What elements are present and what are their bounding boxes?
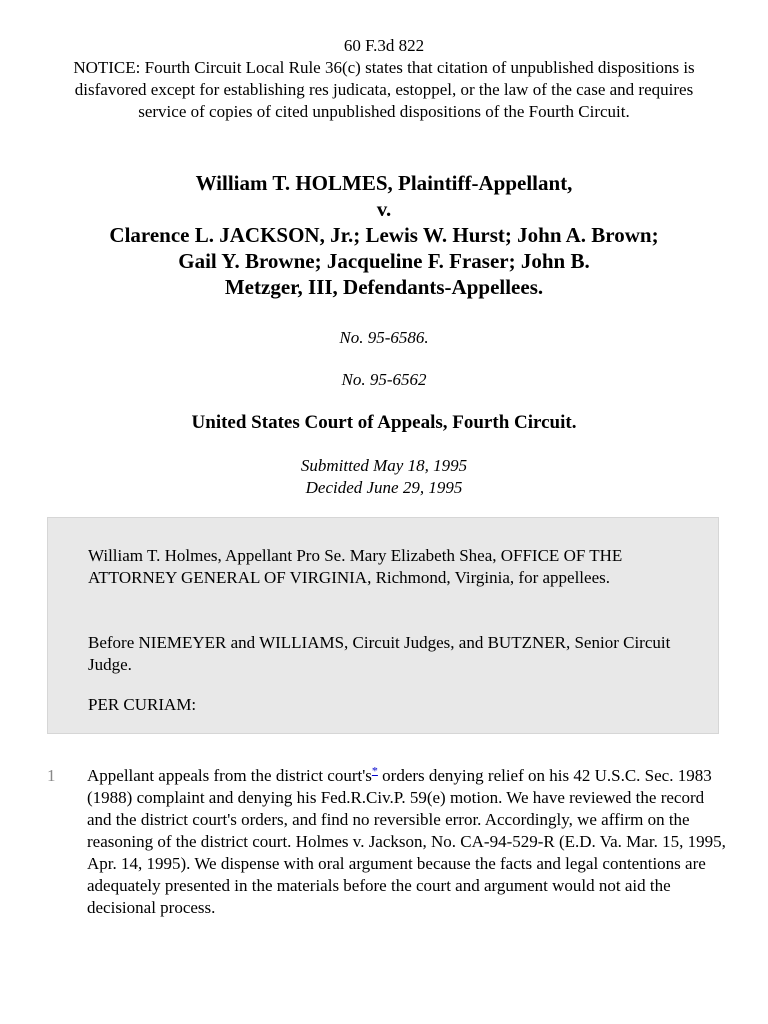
plaintiff-line: William T. HOLMES, Plaintiff-Appellant,: [195, 171, 573, 195]
counsel-paragraph: William T. Holmes, Appellant Pro Se. Mary Elizabeth Shea, OFFICE OF THE ATTORNEY GENERAL OF VIRGINIA, Richmond, Virginia, for appellees.: [88, 546, 623, 587]
paragraph-number: 1: [47, 766, 56, 785]
unpublished-notice: NOTICE: Fourth Circuit Local Rule 36(c) states that citation of unpublished dispositions is disfavored except for establishing res judicata, estoppel, or the law of the case and requires service of copies of cited unpublished dispositions of the Fourth Circuit.: [73, 58, 695, 121]
decided-date: Decided June 29, 1995: [305, 478, 463, 497]
docket-number-2: No. 95-6562: [341, 370, 427, 389]
defendants-line-3: Metzger, III, Defendants-Appellees.: [224, 275, 544, 299]
opinion-text-start: Appellant appeals from the district court's: [87, 766, 372, 785]
defendants-line-1: Clarence L. JACKSON, Jr.; Lewis W. Hurst; John A. Brown;: [109, 223, 659, 247]
opinion-paragraph: [87, 765, 727, 919]
case-caption: [30, 170, 738, 300]
docket-number-1: No. 95-6586.: [339, 328, 429, 347]
per-curiam-label: PER CURIAM:: [88, 695, 197, 714]
opinion-text-rest: orders denying relief on his 42 U.S.C. Sec. 1983 (1988) complaint and denying his Fed.R.Civ.P. 59(e) motion. We have reviewed the record and the district court's orders, and find no reversible error. Accordingly, we affirm on the reasoning of the district court. Holmes v. Jackson, No. CA-94-529-R (E.D. Va. Mar. 15, 1995, Apr. 14, 1995). We dispense with oral argument because the facts and legal contentions are adequately presented in the materials before the court and argument would not aid the decisional process.: [87, 766, 726, 917]
panel-paragraph: Before NIEMEYER and WILLIAMS, Circuit Judges, and BUTZNER, Senior Circuit Judge.: [88, 633, 671, 674]
versus-line: v.: [376, 197, 392, 221]
case-dates: [0, 455, 768, 499]
defendants-line-2: Gail Y. Browne; Jacqueline F. Fraser; John B.: [178, 249, 590, 273]
reporter-citation: 60 F.3d 822: [343, 36, 425, 55]
submitted-date: Submitted May 18, 1995: [300, 456, 468, 475]
footnote-link[interactable]: *: [371, 763, 378, 778]
court-name: United States Court of Appeals, Fourth Circuit.: [191, 412, 577, 433]
counsel-info-box: [47, 517, 719, 734]
